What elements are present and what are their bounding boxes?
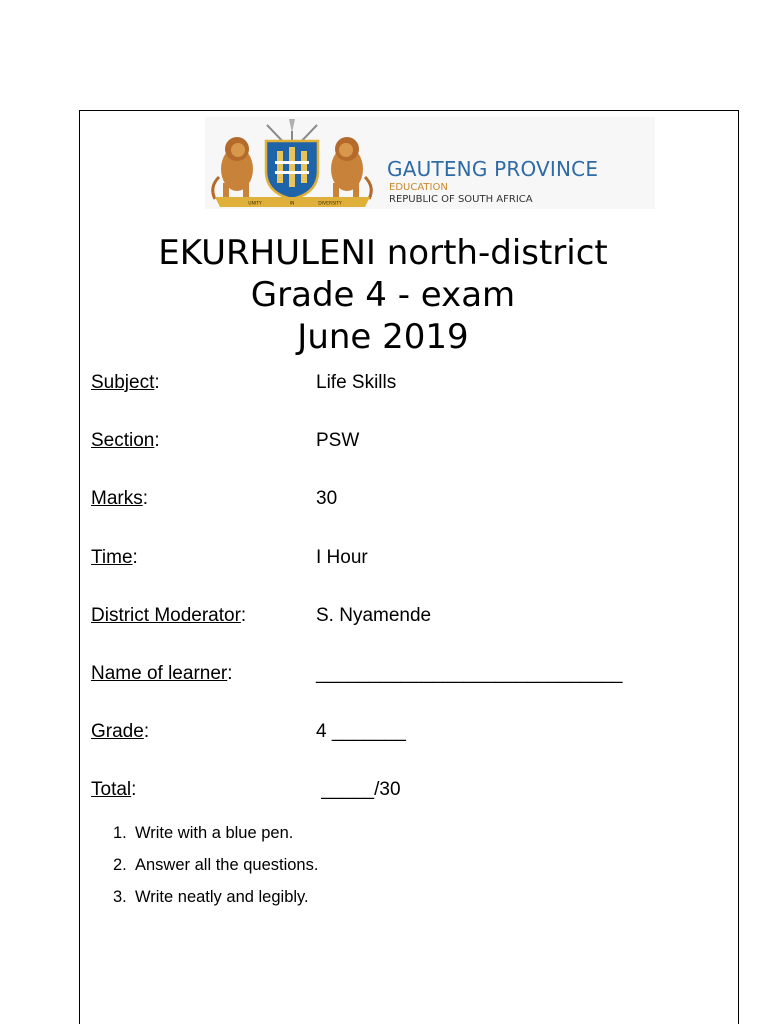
field-label: Section	[91, 430, 155, 451]
field-value: S. Nyamende	[316, 605, 432, 626]
instruction-text: Write with a blue pen.	[135, 824, 294, 842]
field-value: I Hour	[316, 547, 368, 568]
grade-title: Grade 4 - exam	[250, 275, 516, 315]
field-label: Time	[91, 547, 133, 568]
list-number: 2.	[113, 856, 127, 874]
province-name: GAUTENG PROVINCE	[387, 157, 599, 181]
field-label: Marks	[91, 488, 143, 509]
exam-title	[79, 232, 687, 358]
field-label: Subject	[91, 372, 155, 393]
list-item	[113, 886, 318, 918]
date-title: June 2019	[297, 317, 469, 357]
instructions-list	[113, 822, 318, 918]
field-label: Name of learner	[91, 663, 228, 684]
coat-of-arms-icon	[205, 117, 380, 209]
learner-name-blank: _____________________________	[316, 663, 623, 684]
department-name: EDUCATION	[389, 182, 448, 193]
list-number: 1.	[113, 824, 127, 842]
field-label: Total	[91, 779, 132, 800]
district-title: EKURHULENI north-district	[158, 233, 608, 273]
list-number: 3.	[113, 888, 127, 906]
field-value: Life Skills	[316, 372, 397, 393]
motto-text: DIVERSITY	[318, 201, 342, 207]
motto-text: UNITY	[248, 201, 262, 207]
instruction-text: Write neatly and legibly.	[135, 888, 309, 906]
gauteng-education-logo	[205, 117, 655, 209]
instruction-text: Answer all the questions.	[135, 856, 319, 874]
list-item	[113, 854, 318, 886]
field-value: 30	[316, 488, 338, 509]
field-value: PSW	[316, 430, 360, 451]
list-item	[113, 822, 318, 854]
total-blank: _____/30	[316, 779, 401, 800]
field-label: District Moderator	[91, 605, 241, 626]
motto-text: IN	[289, 201, 295, 207]
grade-blank: 4 _______	[316, 721, 406, 742]
country-name: REPUBLIC OF SOUTH AFRICA	[389, 194, 533, 205]
field-label: Grade	[91, 721, 144, 742]
